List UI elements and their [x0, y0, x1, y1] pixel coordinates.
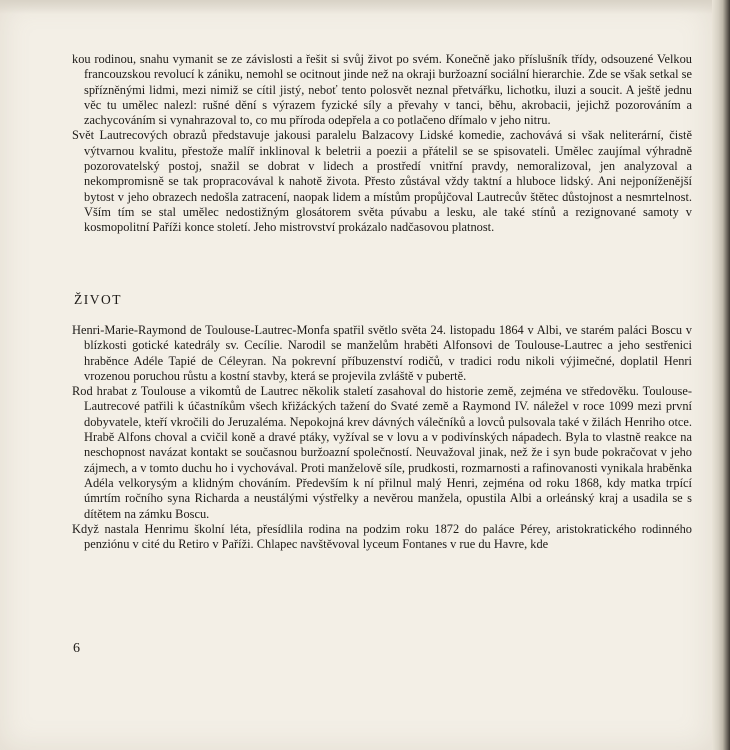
life-text-block [72, 323, 692, 552]
page-number: 6 [73, 641, 80, 656]
life-paragraph-1: Henri-Marie-Raymond de Toulouse-Lautrec-Monfa spatřil světlo světa 24. listopadu 1864 v Albi, ve starém paláci Boscu v blízkosti gotické katedrály sv. Cecílie. Narodil se manželům hraběti Alfonsovi de Toulouse-Lautrec a jeho sestřenici hraběnce Adéle Tapié de Céleyran. Na pokrevní příbuzenství rodičů, v tradici rodu nikoli výjimečné, doplatil Henri vrozenou poruchou růstu a kostní stavby, která se projevila zvláště v pubertě. [72, 323, 692, 383]
intro-paragraph-1: kou rodinou, snahu vymanit se ze závislosti a řešit si svůj život po svém. Konečně jako příslušník třídy, odsouzené Velkou francouzskou revolucí k zániku, nemohl se ocitnout jinde než na okraji buržoazní sociální hierarchie. Zde se však setkal se spřízněnými lidmi, mezi nimiž se cítil jistý, neboť tento polosvět neznal přetvářku, lichotku, iluzi a soucit. A ještě jednu věc tu umělec nalezl: rušné dění s výrazem fyzické síly a převahy v tanci, běhu, akrobacii, jejichž pozorováním a zachycováním si vynahrazoval to, co mu příroda odepřela a co potlačeno dřímalo v jeho nitru. [72, 52, 692, 128]
intro-text-block [72, 52, 692, 236]
page-top-shadow [0, 0, 712, 14]
life-paragraph-2: Rod hrabat z Toulouse a vikomtů de Lautrec několik staletí zasahoval do historie země, zejména ve středověku. Toulouse-Lautrecové patřili k účastníkům všech křižáckých tažení do Svaté země a Raymond IV. náležel v roce 1099 mezi první dobyvatele, kteří vkročili do Jeruzaléma. Nepokojná krev dávných válečníků a lovců pulsovala také v žilách Henriho otce. Hrabě Alfons choval a cvičil koně a dravé ptáky, vyžíval se v lovu a v podivínských nápadech. Byla to vlastně reakce na neschopnost navázat kontakt se současnou buržoazní společností. Neuvažoval jinak, než že i syn bude pokračovat v jeho zájmech, a v tomto duchu ho i vychovával. Proti manželově síle, prudkosti, rozmarnosti a rafinovanosti vynikala hraběnka Adéla velkorysým a klidným chováním. Především k ní přilnul malý Henri, zejména od roku 1868, kdy matka trpící úmrtím ročního syna Richarda a neustálými výstřelky a nevěrou manžela, opustila Albi a orleánský kraj a usadila se s dítětem na zámku Boscu. [72, 384, 692, 521]
intro-paragraph-2: Svět Lautrecových obrazů představuje jakousi paralelu Balzacovy Lidské komedie, zachovává si však neliterární, čistě výtvarnou kvalitu, přestože malíř inklinoval k beletrii a poezii a přátelil se se spisovateli. Umělec zaujímal výhradně pozorovatelský postoj, snažil se dobrat v lidech a prostředí vnitřní pravdy, nemoralizoval, jen analyzoval a nekompromisně se tak propracovával k nahotě života. Přesto zůstával vždy taktní a hluboce lidský. Ani nejponíženější bytost v jeho obrazech nedošla zatracení, naopak lidem a místům propůjčoval Lautrecův štětec důstojnost a nesmrtelnost. Vším tím se stal umělec nedostižným glosátorem světa púvabu a lesku, ale také stínů a rezignované samoty v kosmopolitní Paříži konce století. Jeho mistrovství prokázalo nadčasovou platnost. [72, 128, 692, 235]
book-spine-edge [712, 0, 730, 750]
section-heading: ŽIVOT [74, 292, 122, 307]
life-paragraph-3: Když nastala Henrimu školní léta, přesídlila rodina na podzim roku 1872 do paláce Pérey, aristokratického rodinného penziónu v cité du Retiro v Paříži. Chlapec navštěvoval lyceum Fontanes v rue du Havre, kde [72, 521, 692, 552]
